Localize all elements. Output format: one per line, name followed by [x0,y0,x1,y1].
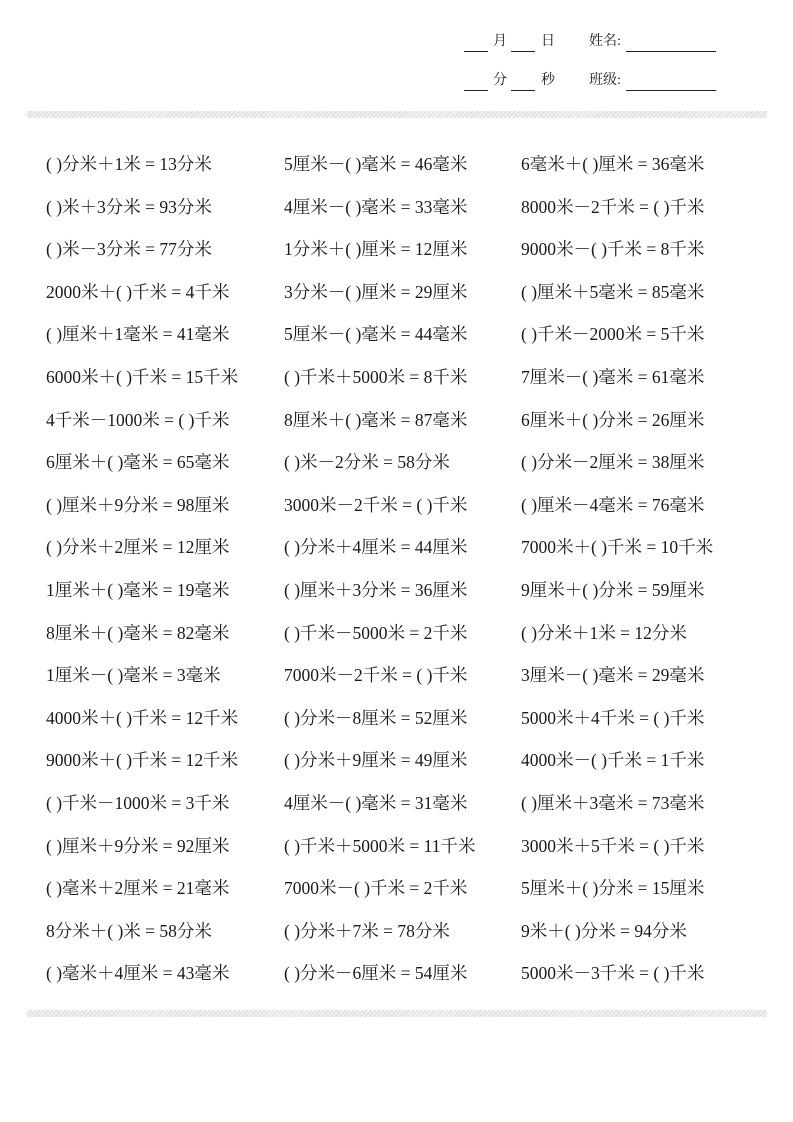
problem-row [0,919,793,962]
problem-item: 4厘米－( )毫米 = 33毫米 [284,196,468,217]
class-label: 班级: [589,73,621,88]
problem-item: 3000米＋5千米 = ( )千米 [521,835,705,856]
problem-item: ( )千米＋5000米 = 8千米 [284,366,468,387]
problem-item: ( )米－3分米 = 77分米 [46,239,212,260]
problem-item: ( )分米＋7米 = 78分米 [284,920,450,941]
problem-item: ( )厘米＋5毫米 = 85毫米 [521,281,705,302]
problem-grid [0,152,793,1004]
day-label: 日 [541,34,555,49]
problem-item: 5厘米－( )毫米 = 44毫米 [284,324,468,345]
problem-item: 5厘米－( )毫米 = 46毫米 [284,154,468,174]
problem-item: 9000米＋( )千米 = 12千米 [46,750,239,771]
problem-item: ( )分米＋4厘米 = 44厘米 [284,537,468,558]
problem-item: 8分米＋( )米 = 58分米 [46,920,212,941]
second-blank[interactable] [511,77,535,91]
problem-row [0,535,793,578]
problem-row [0,237,793,280]
month-blank[interactable] [464,38,488,52]
problem-row [0,791,793,834]
problem-item: 3分米－( )厘米 = 29厘米 [284,281,468,302]
problem-item: ( )米－2分米 = 58分米 [284,452,450,473]
problem-item: ( )厘米－4毫米 = 76毫米 [521,494,705,515]
problem-item: 9厘米＋( )分米 = 59厘米 [521,579,705,600]
problem-item: 4厘米－( )毫米 = 31毫米 [284,792,468,813]
problem-item: 9米＋( )分米 = 94分米 [521,920,687,941]
minute-label: 分 [493,73,507,88]
problem-item: 3000米－2千米 = ( )千米 [284,494,468,515]
problem-item: ( )分米＋2厘米 = 12厘米 [46,537,230,558]
problem-row [0,152,793,195]
problem-item: ( )厘米＋3分米 = 36厘米 [284,579,468,600]
name-label: 姓名: [589,34,621,49]
problem-row [0,280,793,323]
problem-item: ( )分米＋9厘米 = 49厘米 [284,750,468,771]
problem-item: 9000米－( )千米 = 8千米 [521,239,705,260]
problem-item: ( )米＋3分米 = 93分米 [46,196,212,217]
problem-item: ( )千米－1000米 = 3千米 [46,792,230,813]
problem-row [0,408,793,451]
problem-item: 4000米－( )千米 = 1千米 [521,750,705,771]
second-label: 秒 [541,73,555,88]
month-label: 月 [493,34,507,49]
problem-row [0,195,793,238]
problem-row [0,365,793,408]
problem-row [0,876,793,919]
problem-item: 1厘米－( )毫米 = 3毫米 [46,665,221,686]
problem-item: ( )厘米＋9分米 = 92厘米 [46,835,230,856]
problem-item: ( )厘米＋1毫米 = 41毫米 [46,324,230,345]
problem-item: 6000米＋( )千米 = 15千米 [46,366,239,387]
problem-item: ( )千米－2000米 = 5千米 [521,324,705,345]
problem-item: ( )千米－5000米 = 2千米 [284,622,468,643]
bottom-divider [27,1010,767,1017]
problem-row [0,621,793,664]
header-time-class-row [0,71,793,91]
problem-item: 8厘米＋( )毫米 = 82毫米 [46,622,230,643]
problem-row [0,834,793,877]
problem-item: 6厘米＋( )毫米 = 65毫米 [46,452,230,473]
problem-row [0,322,793,365]
problem-row [0,493,793,536]
problem-item: 8厘米＋( )毫米 = 87毫米 [284,409,468,430]
problem-item: 8000米－2千米 = ( )千米 [521,196,705,217]
problem-row [0,706,793,749]
problem-row [0,748,793,791]
class-blank[interactable] [626,77,716,91]
day-blank[interactable] [511,38,535,52]
problem-item: ( )厘米＋9分米 = 98厘米 [46,494,230,515]
problem-item: ( )千米＋5000米 = 11千米 [284,835,476,856]
problem-item: 6毫米＋( )厘米 = 36毫米 [521,154,705,174]
problem-item: ( )毫米＋4厘米 = 43毫米 [46,963,230,984]
problem-item: 7000米－2千米 = ( )千米 [284,665,468,686]
problem-item: 7厘米－( )毫米 = 61毫米 [521,366,705,387]
problem-item: ( )分米＋1米 = 12分米 [521,622,687,643]
problem-item: ( )毫米＋2厘米 = 21毫米 [46,878,230,899]
problem-item: 6厘米＋( )分米 = 26厘米 [521,409,705,430]
problem-item: ( )分米－8厘米 = 52厘米 [284,707,468,728]
problem-item: 5000米－3千米 = ( )千米 [521,963,705,984]
problem-item: 4000米＋( )千米 = 12千米 [46,707,239,728]
problem-row [0,578,793,621]
problem-item: 7000米＋( )千米 = 10千米 [521,537,714,558]
problem-row [0,450,793,493]
problem-item: 7000米－( )千米 = 2千米 [284,878,468,899]
minute-blank[interactable] [464,77,488,91]
problem-row [0,663,793,706]
problem-item: 5000米＋4千米 = ( )千米 [521,707,705,728]
problem-item: ( )分米－2厘米 = 38厘米 [521,452,705,473]
problem-item: 1厘米＋( )毫米 = 19毫米 [46,579,230,600]
problem-row [0,961,793,1004]
problem-item: 4千米－1000米 = ( )千米 [46,409,230,430]
problem-item: 5厘米＋( )分米 = 15厘米 [521,878,705,899]
header-date-name-row [0,32,793,52]
problem-item: 1分米＋( )厘米 = 12厘米 [284,239,468,260]
problem-item: ( )分米－6厘米 = 54厘米 [284,963,468,984]
problem-item: 3厘米－( )毫米 = 29毫米 [521,665,705,686]
problem-item: 2000米＋( )千米 = 4千米 [46,281,230,302]
top-divider [27,111,767,118]
problem-item: ( )厘米＋3毫米 = 73毫米 [521,792,705,813]
problem-item: ( )分米＋1米 = 13分米 [46,154,212,174]
name-blank[interactable] [626,38,716,52]
